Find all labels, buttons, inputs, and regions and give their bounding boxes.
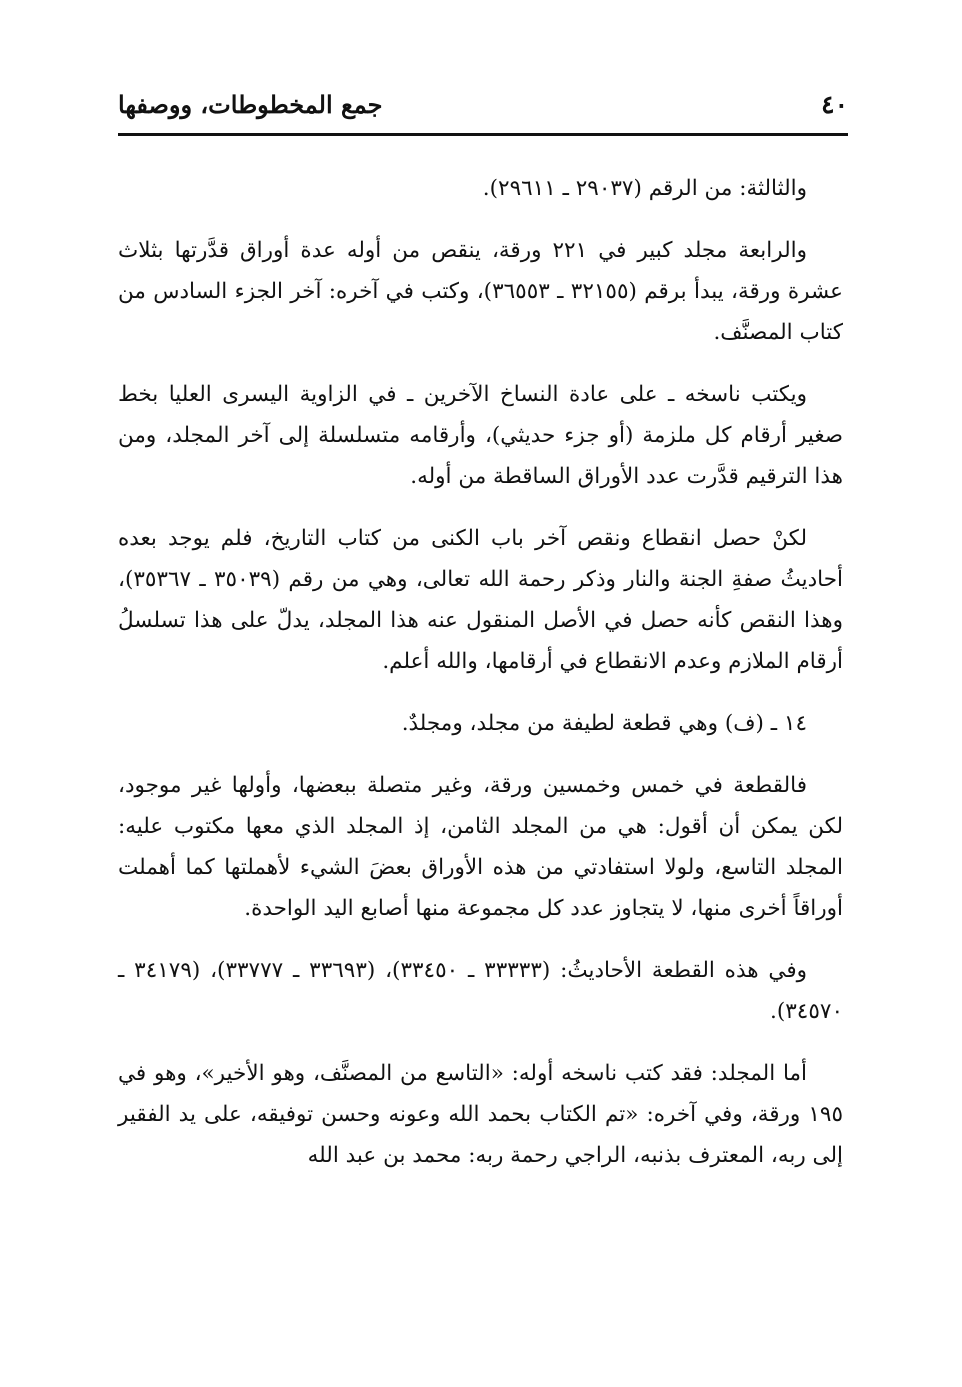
body-text (118, 168, 843, 1197)
section-heading-paragraph: ١٤ ـ (ف) وهي قطعة لطيفة من مجلد، ومجلدٌ. (401, 711, 807, 736)
paragraph: لكنْ حصل انقطاع ونقص آخر باب الكنى من كتاب التاريخ، فلم يوجد بعده أحاديثُ صفةِ الجنة والنار وذكر رحمة الله تعالى، وهي من رقم (٣٥٠٣٩ ـ ٣٥٣٦٧)، وهذا النقص كأنه حصل في الأصل المنقول عنه هذا المجلد، يدلّ على هذا تسلسلُ أرقام الملازم وعدم الانقطاع في أرقامها، والله أعلم. (118, 526, 843, 674)
page-number: ٤٠ (821, 90, 848, 119)
paragraph: والثالثة: من الرقم (٢٩٠٣٧ ـ ٢٩٦١١). (482, 176, 807, 201)
page-header (118, 84, 848, 124)
running-title: جمع المخطوطات، ووصفها (118, 90, 383, 119)
paragraph: أما المجلد: فقد كتب ناسخه أوله: «التاسع من المصنَّف، وهو الأخير»، وهو في ١٩٥ ورقة، وفي آخره: «تم الكتاب بحمد الله وعونه وحسن توفيقه، على يد الفقير إلى ربه، المعترف بذنبه، الراجي رحمة ربه: محمد بن عبد الله (118, 1061, 843, 1168)
header-divider (118, 133, 848, 136)
paragraph: والرابعة مجلد كبير في ٢٢١ ورقة، ينقص من أوله عدة أوراق قدَّرتها بثلاث عشرة ورقة، يبدأ برقم (٣٢١٥٥ ـ ٣٦٥٥٣)، وكتب في آخره: آخر الجزء السادس من كتاب المصنَّف. (118, 238, 843, 345)
paragraph: ويكتب ناسخه ـ على عادة النساخ الآخرين ـ في الزاوية اليسرى العليا بخط صغير أرقام كل ملزمة (أو جزء حديثي)، وأرقامه متسلسلة إلى آخر المجلد، ومن هذا الترقيم قدَّرت عدد الأوراق الساقطة من أوله. (118, 382, 843, 489)
paragraph: فالقطعة في خمس وخمسين ورقة، وغير متصلة ببعضها، وأولها غير موجود، لكن يمكن أن أقول: هي من المجلد الثامن، إذ المجلد الذي معها مكتوب عليه: المجلد التاسع، ولولا استفادتي من هذه الأوراق بعضَ الشيء لأهملتها كما أهملت أوراقاً أخرى منها، لا يتجاوز عدد كل مجموعة منها أصابع اليد الواحدة. (118, 773, 843, 921)
paragraph: وفي هذه القطعة الأحاديثُ: (٣٣٣٣٣ ـ ٣٣٤٥٠)، (٣٣٦٩٣ ـ ٣٣٧٧٧)، (٣٤١٧٩ ـ ٣٤٥٧٠). (118, 958, 843, 1024)
